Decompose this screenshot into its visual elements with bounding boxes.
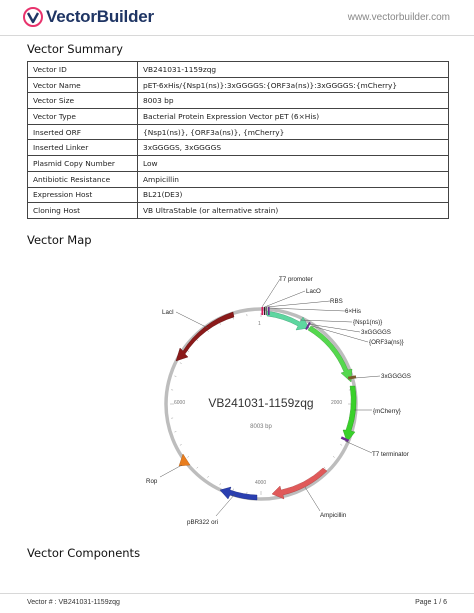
tick-mark [180, 444, 182, 445]
tick-mark [208, 330, 209, 332]
vectorbuilder-logo[interactable] [23, 5, 154, 29]
tick-mark [187, 351, 189, 352]
t7-promoter-mark[interactable] [262, 307, 264, 315]
laco-mark[interactable] [264, 307, 265, 315]
row-value: Ampicillin [138, 171, 449, 187]
rbs-mark[interactable] [266, 307, 267, 315]
feature-label-pbr322-ori: pBR322 ori [187, 519, 218, 526]
row-key: Inserted Linker [28, 140, 138, 156]
row-value: 8003 bp [138, 93, 449, 109]
tick-mark [197, 467, 198, 468]
tick-mark [340, 444, 342, 445]
table-row [28, 93, 449, 109]
tick-mark [174, 432, 176, 433]
table-row [28, 156, 449, 172]
vector-components-title: Vector Components [27, 546, 141, 560]
row-value: VB241031-1159zqg [138, 62, 449, 78]
tick-mark [180, 363, 182, 364]
table-row [28, 109, 449, 125]
tick-mark [324, 467, 325, 468]
row-key: Vector Size [28, 93, 138, 109]
map-center-size: 8003 bp [250, 424, 272, 430]
feature-label-mcherry: {mCherry} [373, 408, 401, 415]
ampicillin-feature[interactable] [272, 468, 327, 499]
tick-label: 1 [258, 321, 261, 327]
laci-feature[interactable] [176, 312, 234, 361]
table-row [28, 140, 449, 156]
tick-label: 6000 [174, 400, 186, 406]
tick-mark [220, 323, 221, 325]
row-key: Cloning Host [28, 203, 138, 219]
feature-label-rop: Rop [146, 478, 158, 485]
row-key: Expression Host [28, 187, 138, 203]
vector-summary-table [27, 61, 449, 219]
feature-label-rbs: RBS [330, 298, 343, 305]
feature-label-linker2: 3xGGGGS [381, 373, 411, 380]
row-value: Bacterial Protein Expression Vector pET (6×His) [138, 109, 449, 125]
feature-label-ampicillin: Ampicillin [320, 512, 347, 519]
footer-vector-ref: Vector # : VB241031-1159zqg [27, 599, 120, 606]
tick-mark [174, 376, 176, 377]
row-value: BL21(DE3) [138, 187, 449, 203]
row-key: Vector ID [28, 62, 138, 78]
row-key: Vector Name [28, 77, 138, 93]
page-footer [0, 593, 474, 613]
row-key: Inserted ORF [28, 124, 138, 140]
site-url-link[interactable]: www.vectorbuilder.com [347, 12, 450, 23]
row-value: 3xGGGGS, 3xGGGGS [138, 140, 449, 156]
row-key: Vector Type [28, 109, 138, 125]
feature-label-laci: LacI [162, 309, 174, 316]
orf3a-feature[interactable] [308, 326, 352, 382]
feature-label-t7-terminator: T7 terminator [372, 451, 409, 458]
row-key: Antibiotic Resistance [28, 171, 138, 187]
row-value: {Nsp1(ns)}, {ORF3a(ns)}, {mCherry} [138, 124, 449, 140]
tick-mark [333, 456, 335, 457]
vector-map [0, 258, 474, 543]
row-value: Low [138, 156, 449, 172]
logo-text: VectorBuilder [46, 7, 154, 26]
tick-label: 2000 [331, 400, 343, 406]
tick-mark [233, 317, 234, 319]
table-row [28, 62, 449, 78]
table-row [28, 187, 449, 203]
row-value: pET-6xHis/{Nsp1(ns)}:3xGGGGS:{ORF3a(ns)}:3xGGGGS:{mCherry} [138, 77, 449, 93]
map-center-name: VB241031-1159zqg [208, 396, 314, 410]
vector-summary-title: Vector Summary [27, 42, 123, 56]
feature-label-t7-promoter: T7 promoter [279, 276, 313, 283]
mcherry-feature[interactable] [343, 386, 356, 442]
row-key: Plasmid Copy Number [28, 156, 138, 172]
vector-map-title: Vector Map [27, 233, 92, 247]
feature-label-orf3a: {ORF3a(ns)} [369, 339, 404, 346]
tick-label: 4000 [255, 480, 267, 486]
logo-mark-icon [23, 7, 43, 27]
footer-page-number: Page 1 / 6 [415, 599, 447, 606]
page-header [0, 0, 474, 36]
table-row [28, 203, 449, 219]
tick-mark [197, 340, 198, 341]
table-row [28, 171, 449, 187]
feature-label-laco: LacO [306, 288, 321, 295]
row-value: VB UltraStable (or alternative strain) [138, 203, 449, 219]
feature-label-linker1: 3xGGGGS [361, 329, 391, 336]
tick-mark [233, 489, 234, 491]
table-row [28, 124, 449, 140]
feature-label-nsp1: {Nsp1(ns)} [353, 319, 383, 326]
tick-mark [187, 456, 189, 457]
tick-mark [208, 476, 209, 478]
feature-label-his: 6×His [345, 308, 361, 315]
tick-mark [220, 483, 221, 485]
table-row [28, 77, 449, 93]
